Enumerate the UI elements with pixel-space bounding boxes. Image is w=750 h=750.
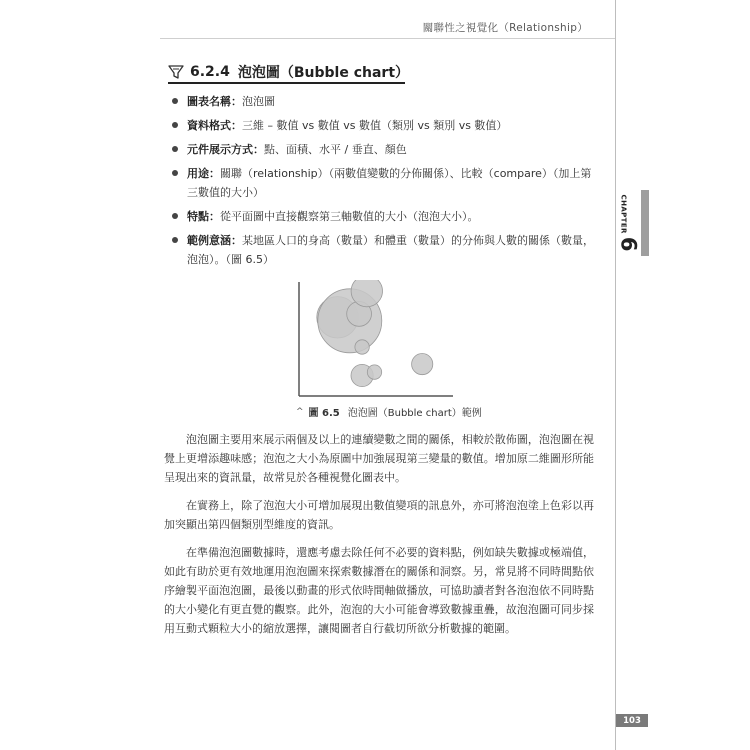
bullet-label: 特點： [187,210,220,223]
body-text [164,430,594,647]
bullet-label: 資料格式： [187,119,242,132]
running-header: 關聯性之視覺化（Relationship） [422,22,588,34]
bullet-text: 泡泡圖 [242,95,275,108]
page-number: 103 [616,714,648,727]
bullet-item [168,207,596,226]
bubble-chart [297,280,457,398]
bubble-chart-figure [297,280,457,398]
chapter-number: 6 [616,236,641,252]
bullet-dot-icon [172,213,178,219]
paragraph: 泡泡圖主要用來展示兩個及以上的連續變數之間的關係，相較於散佈圖，泡泡圖在視覺上更增添趣味感；泡泡之大小為原圖中加強展現第三變量的數值。增加原二維圖形所能呈現出來的資訊量，故常見於各種視覺化圖表中。 [164,433,594,484]
paragraph: 在準備泡泡圖數據時，還應考慮去除任何不必要的資料點，例如缺失數據或極端值，如此有助於更有效地運用泡泡圖來探索數據潛在的關係和洞察。另，常見將不同時間點依序繪製平面泡泡圖，最後以動畫的形式依時間軸做播放，可協助讀者對各泡泡依不同時點的大小變化有更直覺的觀察。此外，泡泡的大小可能會導致數據重疊，故泡泡圖可同步採用互動式顆粒大小的縮放選擇，讓閱圖者自行截切所欲分析數據的範圍。 [164,546,594,635]
header-rule [160,38,615,39]
bubble-layer [317,280,433,387]
bubble [351,280,382,307]
funnel-chart-icon [168,64,184,80]
bullet-dot-icon [172,98,178,104]
page-divider [615,0,616,750]
bullet-dot-icon [172,170,178,176]
chapter-bar [641,190,649,256]
bullet-label: 圖表名稱： [187,95,242,108]
bullet-text: 關聯（relationship）（兩數值變數的分佈關係）、比較（compare）（加上第三數值的大小） [187,167,592,199]
figure-label: 圖 6.5 [308,408,340,419]
bubble [412,354,433,375]
bullet-list [168,92,596,274]
bullet-item [168,92,596,111]
chapter-tab [616,190,640,256]
chapter-word: CHAPTER [619,194,628,234]
bullet-item [168,164,596,202]
bullet-text: 某地區人口的身高（數量）和體重（數量）的分佈與人數的關係（數量，泡泡）。（圖 6.5） [187,234,594,266]
bullet-text: 從平面圖中直接觀察第三軸數值的大小（泡泡大小）。 [220,210,479,223]
bullet-item [168,231,596,269]
bullet-label: 用途： [187,167,220,180]
bullet-dot-icon [172,146,178,152]
bullet-label: 範例意涵： [187,234,242,247]
bullet-dot-icon [172,237,178,243]
caret-up-icon: ^ [296,406,304,417]
bullet-item [168,116,596,135]
section-number: 6.2.4 [190,64,230,80]
heading-underline [168,82,405,84]
section-heading [168,62,409,82]
paragraph: 在實務上，除了泡泡大小可增加展現出數值變項的訊息外，亦可將泡泡塗上色彩以再加突顯出第四個類別型維度的資訊。 [164,499,594,531]
section-title: 泡泡圖（Bubble chart） [237,65,410,81]
bubble [355,340,369,354]
bullet-label: 元件展示方式： [187,143,264,156]
figure-caption-text: 泡泡圖（Bubble chart）範例 [347,408,482,419]
bullet-item [168,140,596,159]
chapter-tab-label [618,195,639,252]
bullet-dot-icon [172,122,178,128]
figure-caption [296,404,482,419]
bubble [367,365,381,379]
bullet-text: 點、面積、水平 / 垂直、顏色 [264,143,407,156]
bullet-text: 三維 – 數值 vs 數值 vs 數值（類別 vs 類別 vs 數值） [242,119,508,132]
